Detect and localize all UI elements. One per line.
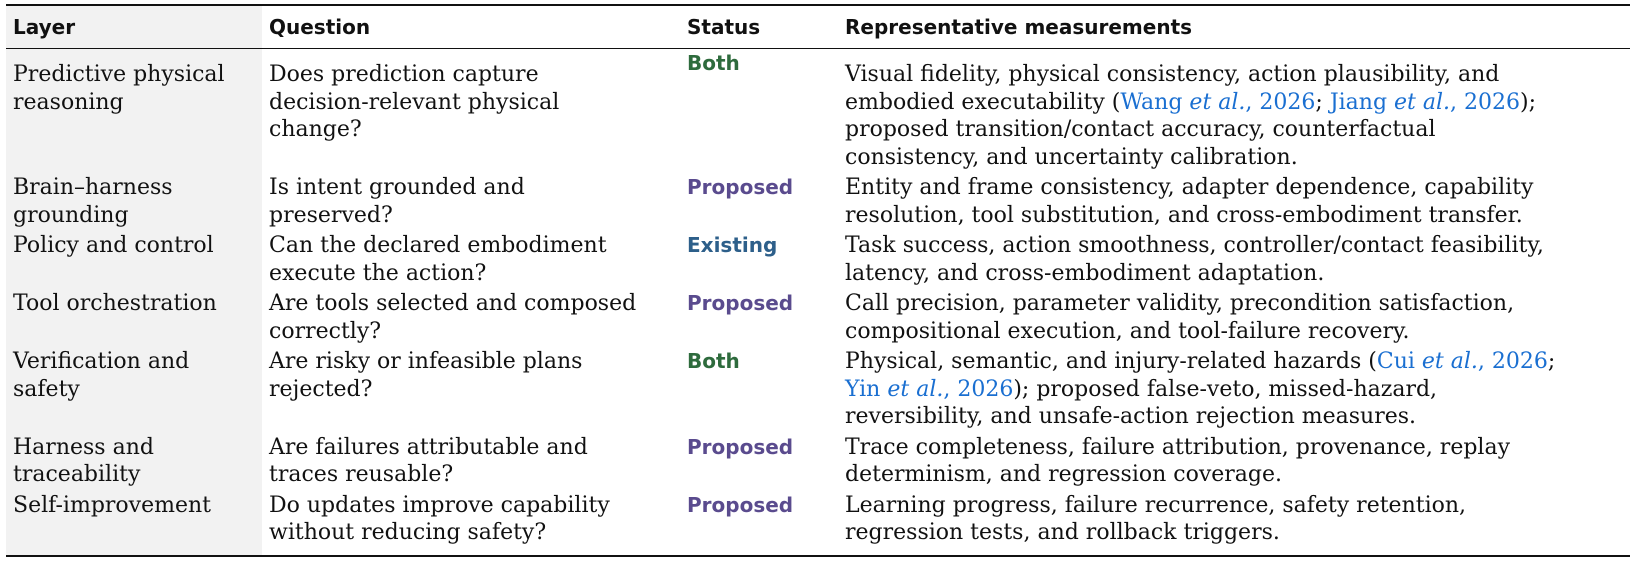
layer-text: Self-improvement: [13, 492, 211, 518]
measurements-text: latency, and cross-embodiment adaptation.: [845, 260, 1325, 286]
status-badge: Proposed: [687, 175, 794, 199]
layer-cell: [6, 49, 262, 173]
layer-text: Tool orchestration: [13, 291, 217, 316]
layer-cell: [6, 433, 262, 491]
measurements-text: resolution, tool substitution, and cross-embodiment transfer.: [845, 202, 1523, 228]
question-text: execute the action?: [269, 260, 487, 286]
layer-cell: [6, 231, 262, 289]
measurements-text: embodied executability (Wang et al., 2026; Jiang et al., 2026);: [845, 89, 1537, 115]
measurements-cell: [838, 347, 1630, 433]
question-text: Are risky or infeasible plans: [269, 349, 583, 374]
measurements-cell: [838, 289, 1630, 347]
measurements-text: regression tests, and rollback triggers.: [845, 520, 1280, 545]
question-text: correctly?: [269, 318, 382, 344]
question-text: change?: [269, 117, 362, 142]
header-layer: Layer: [6, 6, 262, 48]
question-text: rejected?: [269, 376, 373, 402]
citation-link[interactable]: Yin et al., 2026: [845, 376, 1014, 402]
status-badge: Proposed: [687, 291, 794, 315]
table-row: [6, 173, 1630, 231]
layer-cell: [6, 491, 262, 555]
question-cell: [262, 49, 680, 173]
question-text: without reducing safety?: [269, 520, 547, 545]
table: [6, 4, 1630, 557]
question-cell: [262, 491, 680, 555]
question-text: Is intent grounded and: [269, 175, 525, 200]
measurements-text: Task success, action smoothness, controller/contact feasibility,: [845, 233, 1544, 258]
measurements-text: reversibility, and unsafe-action rejection measures.: [845, 404, 1417, 429]
citation-link[interactable]: Wang et al., 2026: [1120, 89, 1316, 115]
citation-link[interactable]: Cui et al., 2026: [1376, 349, 1548, 374]
measurements-text: Call precision, parameter validity, precondition satisfaction,: [845, 291, 1515, 316]
measurements-text: proposed transition/contact accuracy, counterfactual: [845, 117, 1436, 142]
header-measurements: Representative measurements: [845, 15, 1193, 39]
question-text: Can the declared embodiment: [269, 233, 607, 258]
table-row: [6, 491, 1630, 555]
question-cell: [262, 289, 680, 347]
measurements-text: Trace completeness, failure attribution, provenance, replay: [845, 434, 1511, 460]
question-text: Do updates improve capability: [269, 492, 610, 518]
layer-text: [13, 519, 256, 547]
layer-text: Predictive physical: [13, 62, 225, 87]
measurements-text: determinism, and regression coverage.: [845, 462, 1283, 487]
measurements-text: Visual fidelity, physical consistency, action plausibility, and: [845, 62, 1500, 87]
measurements-cell: [838, 433, 1630, 491]
table-header: [6, 6, 1630, 49]
measurements-text: consistency, and uncertainty calibration.: [845, 144, 1298, 170]
status-badge: Existing: [687, 233, 778, 257]
table-row: [6, 289, 1630, 347]
question-text: Are failures attributable and: [269, 434, 588, 460]
measurements-text: Physical, semantic, and injury-related hazards (Cui et al., 2026;: [845, 349, 1556, 374]
question-text: preserved?: [269, 202, 393, 228]
citation-link[interactable]: Jiang et al., 2026: [1329, 89, 1521, 115]
measurements-text: Entity and frame consistency, adapter dependence, capability: [845, 175, 1534, 200]
layer-cell: [6, 289, 262, 347]
layer-text: grounding: [13, 202, 129, 228]
question-text: decision-relevant physical: [269, 89, 560, 115]
question-cell: [262, 433, 680, 491]
status-badge: Both: [687, 51, 740, 75]
question-text: Are tools selected and composed: [269, 291, 637, 316]
table-row: [6, 433, 1630, 491]
question-cell: [262, 347, 680, 433]
layer-cell: [6, 173, 262, 231]
question-text: Does prediction capture: [269, 62, 539, 87]
layer-text: Harness and: [13, 434, 154, 460]
measurements-text: Learning progress, failure recurrence, safety retention,: [845, 492, 1467, 518]
layer-text: Brain–harness: [13, 175, 173, 200]
question-text: traces reusable?: [269, 462, 454, 487]
measurements-cell: [838, 173, 1630, 231]
measurements-cell: [838, 491, 1630, 555]
measurements-cell: [838, 49, 1630, 173]
layer-text: Policy and control: [13, 233, 214, 258]
layer-text: safety: [13, 376, 80, 402]
table-row: [6, 347, 1630, 433]
measurements-text: compositional execution, and tool-failure recovery.: [845, 318, 1410, 344]
table-row: [6, 231, 1630, 289]
question-cell: [262, 231, 680, 289]
measurements-cell: [838, 231, 1630, 289]
layer-text: traceability: [13, 462, 141, 487]
table-row: [6, 49, 1630, 173]
status-badge: Proposed: [687, 492, 794, 517]
layer-text: Verification and: [13, 349, 190, 374]
header-question: Question: [269, 15, 371, 39]
status-badge: Both: [687, 349, 740, 373]
layer-text: reasoning: [13, 89, 124, 115]
question-cell: [262, 173, 680, 231]
measurements-text: Yin et al., 2026); proposed false-veto, missed-hazard,: [845, 376, 1438, 402]
status-badge: Proposed: [687, 434, 794, 459]
layer-cell: [6, 347, 262, 433]
header-status: Status: [687, 15, 761, 39]
